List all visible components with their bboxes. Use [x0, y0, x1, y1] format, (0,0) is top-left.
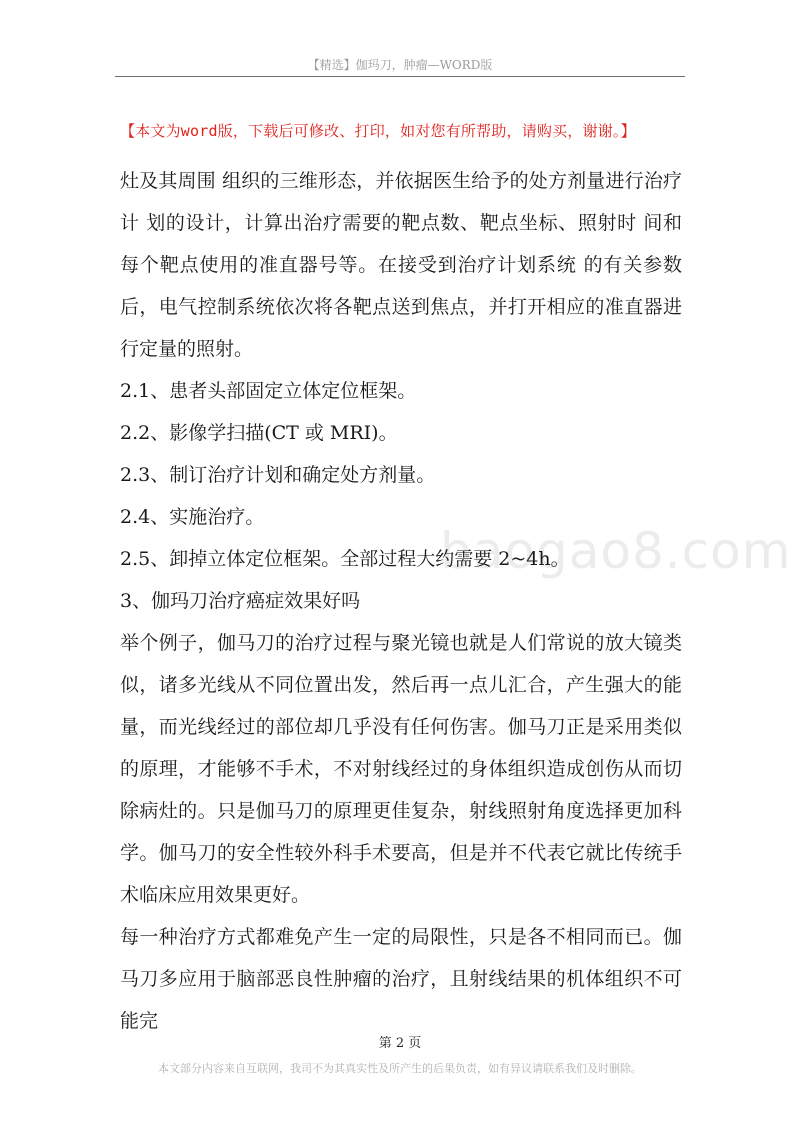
footer-disclaimer: 本文部分内容来自互联网，我司不为其真实性及所产生的后果负责，如有异议请联系我们及时删除。	[158, 1062, 642, 1075]
header-divider	[115, 76, 685, 77]
section-heading: 3、伽玛刀治疗癌症效果好吗	[120, 590, 361, 612]
step-item: 2.1、患者头部固定立体定位框架。	[120, 380, 417, 402]
step-item: 2.2、影像学扫描(CT 或 MRI)。	[120, 422, 398, 444]
page-number: 第 2 页	[378, 1036, 422, 1051]
body-text	[120, 160, 682, 1042]
paragraph: 灶及其周围 组织的三维形态，并依据医生给予的处方剂量进行治疗计 划的设计，计算出治疗需要的靶点数、靶点坐标、照射时 间和每个靶点使用的准直器号等。在接受到治疗计划系统 的有关参数后，电气控制系统依次将各靶点送到焦点，并打开相应的准直器进行定量的照射。	[120, 170, 682, 360]
page-header: 【精选】伽玛刀，肿瘤—WORD版	[307, 58, 493, 72]
step-item: 2.4、实施治疗。	[120, 506, 265, 528]
step-item: 2.3、制订治疗计划和确定处方剂量。	[120, 464, 436, 486]
step-item: 2.5、卸掉立体定位框架。全部过程大约需要 2~4h。	[120, 548, 570, 570]
watermark: baogao8.com	[440, 522, 792, 580]
paragraph: 举个例子，伽马刀的治疗过程与聚光镜也就是人们常说的放大镜类似，诸多光线从不同位置出发，然后再一点儿汇合，产生强大的能量，而光线经过的部位却几乎没有任何伤害。伽马刀正是采用类似的原理，才能够不手术，不对射线经过的身体组织造成创伤从而切除病灶的。只是伽马刀的原理更佳复杂，射线照射角度选择更加科学。伽马刀的安全性较外科手术要高，但是并不代表它就比传统手术临床应用效果更好。	[120, 632, 682, 906]
download-notice: 【本文为word版，下载后可修改、打印，如对您有所帮助，请购买，谢谢。】	[120, 122, 636, 140]
paragraph: 每一种治疗方式都难免产生一定的局限性，只是各不相同而已。伽马刀多应用于脑部恶良性肿瘤的治疗，且射线结果的机体组织不可能完	[120, 926, 682, 1032]
